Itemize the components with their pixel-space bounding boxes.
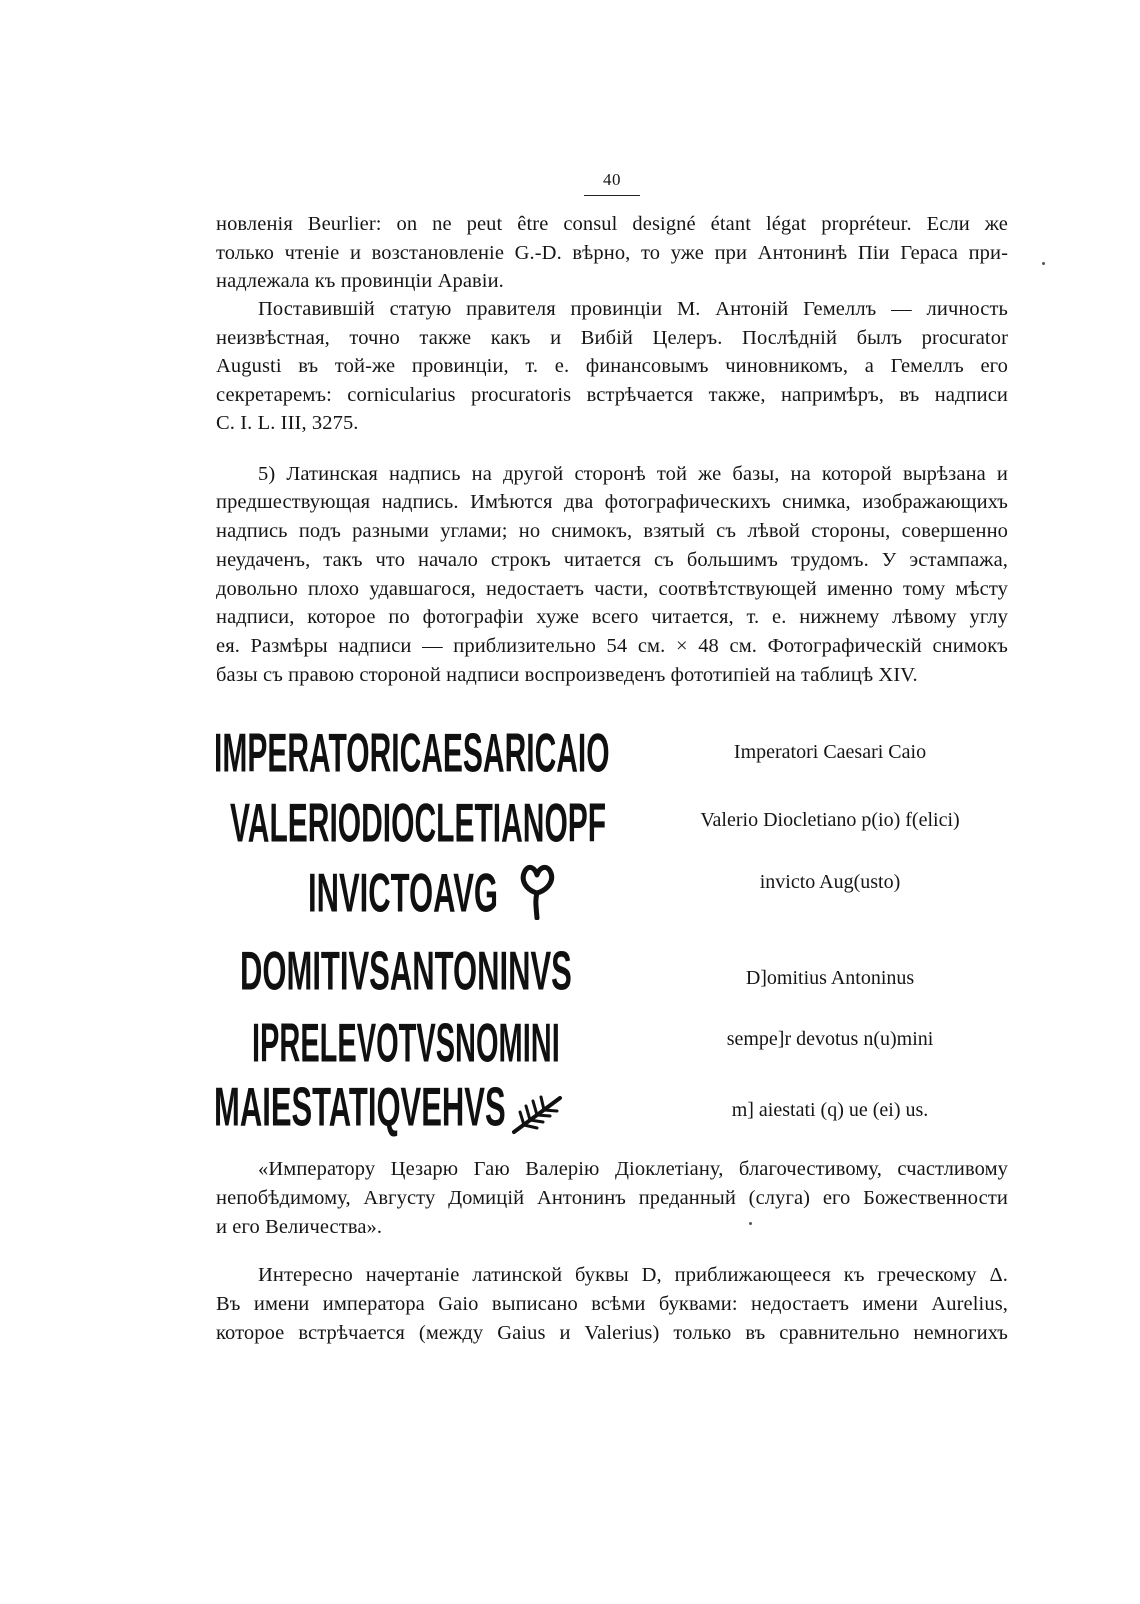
- text-line: довольно плохо удавшагося, недостаетъ части, соотвѣтствующей именно тому мѣсту: [216, 578, 1008, 600]
- text-line: Интересно начертаніе латинской буквы D, приближающееся къ греческому Δ.: [258, 1264, 1008, 1286]
- hedera-leaf-icon: [516, 860, 558, 920]
- text-line: только чтеніе и возстановленіе G.-D. вѣрно, то уже при Антонинѣ Піи Гераса при-: [216, 242, 1008, 264]
- transcription-line: Valerio Diocletiano p(io) f(elici): [700, 809, 960, 831]
- inscription-facsimile: [212, 722, 626, 1144]
- transcription-line: m] aiestati (q) ue (ei) us.: [731, 1099, 929, 1121]
- text-line: секретаремъ: cornicularius procuratoris встрѣчается также, напримѣръ, въ надписи: [216, 384, 1008, 406]
- palm-branch-icon: [510, 1092, 566, 1136]
- inscription-line: MAIESTATIQVEHVS: [214, 1076, 506, 1138]
- text-line: предшествующая надпись. Имѣются два фотографическихъ снимка, изображающихъ: [216, 491, 1008, 513]
- text-line: которое встрѣчается (между Gaius и Valerius) только въ сравнительно немногихъ: [216, 1322, 1008, 1344]
- transcription-line: sempe]r devotus n(u)mini: [726, 1028, 934, 1050]
- text-line: базы съ правою стороной надписи воспроизведенъ фототипіей на таблицѣ XIV.: [216, 664, 918, 686]
- text-line: ея. Размѣры надписи — приблизительно 54 см. × 48 см. Фотографическій снимокъ: [216, 635, 1008, 657]
- text-line: и его Величества».: [216, 1216, 383, 1238]
- transcription-line: D]omitius Antoninus: [745, 967, 915, 989]
- page-number: 40: [603, 170, 621, 189]
- text-line: надписи, которое по фотографіи хуже всего читается, т. е. нижнему лѣвому углу: [216, 606, 1008, 628]
- text-line: надлежала къ провинціи Аравіи.: [216, 270, 504, 292]
- inscription-line: VALERIODIOCLETIANOPF: [230, 792, 607, 854]
- scan-speck: [1042, 262, 1045, 265]
- text-line: надпись подъ разными углами; но снимокъ, взятый съ лѣвой стороны, совершенно: [216, 520, 1008, 542]
- inscription-line: IMPERATORICAESARICAIO: [214, 722, 610, 784]
- inscription-line: INVICTOAVG: [308, 862, 499, 924]
- page-number-rule: [584, 195, 640, 196]
- text-line: C. I. L. III, 3275.: [216, 412, 359, 434]
- text-line: новленія Beurlier: on ne peut être consul designé étant légat propréteur. Если же: [216, 213, 1008, 235]
- transcription-line: invicto Aug(usto): [759, 871, 901, 893]
- text-line: неудаченъ, такъ что начало строкъ читается съ большимъ трудомъ. У эстампажа,: [216, 549, 1008, 571]
- transcription-line: Imperatori Caesari Caio: [733, 741, 927, 763]
- text-line: «Императору Цезарю Гаю Валерію Діоклетіану, благочестивому, счастливому: [258, 1158, 1008, 1180]
- text-line: непобѣдимому, Августу Домицій Антонинъ преданный (слуга) его Божественности: [216, 1187, 1008, 1209]
- text-line: неизвѣстная, точно также какъ и Вибій Целеръ. Послѣдній былъ procurator: [216, 327, 1008, 349]
- inscription-line: IPRELEVOTVSNOMINI: [252, 1012, 560, 1074]
- text-line: Поставившій статую правителя провинціи М. Антоній Гемеллъ — личность: [258, 298, 1008, 320]
- scan-speck: [749, 1222, 752, 1225]
- inscription-line: DOMITIVSANTONINVS: [240, 940, 572, 1002]
- text-line: 5) Латинская надпись на другой сторонѣ той же базы, на которой вырѣзана и: [258, 463, 1008, 485]
- text-line: Augusti въ той-же провинціи, т. е. финансовымъ чиновникомъ, а Гемеллъ его: [216, 355, 1008, 377]
- text-line: Въ имени императора Gaio выписано всѣми буквами: недостаетъ имени Aurelius,: [216, 1293, 1008, 1315]
